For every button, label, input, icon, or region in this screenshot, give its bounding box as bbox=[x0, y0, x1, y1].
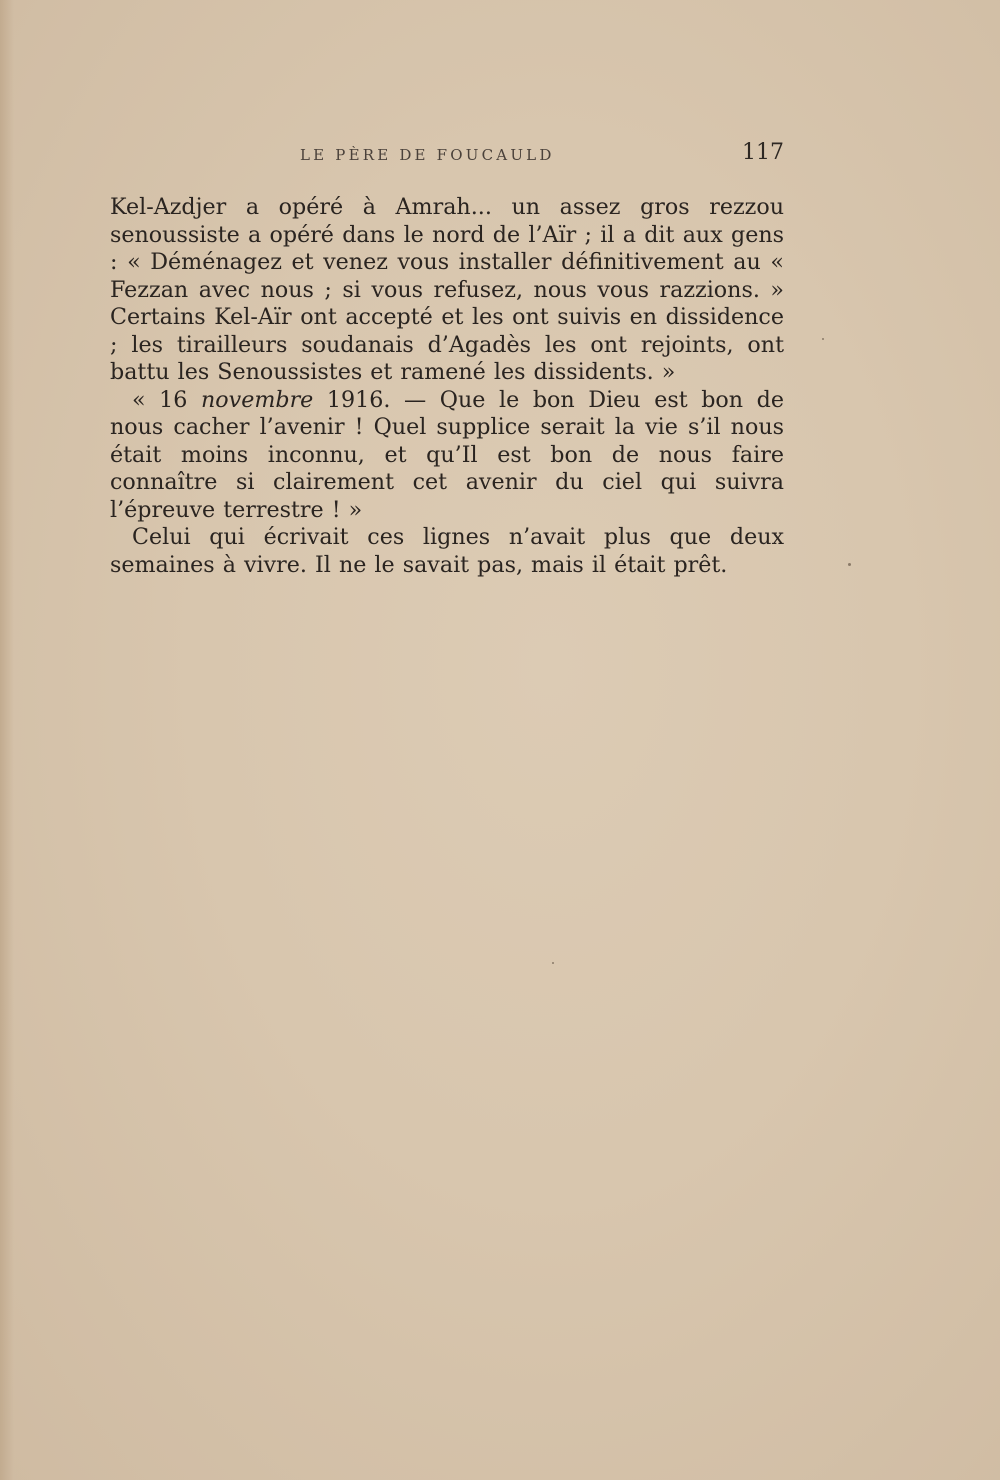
body-text bbox=[110, 194, 784, 579]
paper-speck bbox=[848, 563, 851, 566]
paper-speck bbox=[552, 962, 554, 964]
running-head bbox=[300, 140, 784, 170]
page-edge-shadow bbox=[0, 0, 14, 1480]
paragraph-2-prefix: « 16 bbox=[132, 386, 202, 413]
paragraph-1: Kel-Azdjer a opéré à Amrah... un assez gros rezzou senoussiste a opéré dans le nord de l’Aïr ; il a dit aux gens : « Déménagez et venez vous installer définitivement au « Fezzan avec nous ; si vous refusez, nous vous razzions. » Certains Kel-Aïr ont accepté et les ont suivis en dissidence ; les tirailleurs soudanais d’Agadès les ont rejoints, ont battu les Senoussistes et ramené les dissidents. » bbox=[110, 194, 784, 385]
running-title: LE PÈRE DE FOUCAULD bbox=[300, 146, 555, 164]
paragraph-2-italic: novembre bbox=[201, 386, 314, 413]
page-number: 117 bbox=[742, 140, 784, 165]
paragraph-2-rest: 1916. — Que le bon Dieu est bon de nous cacher l’avenir ! Quel supplice serait la vie s’il nous était moins inconnu, et qu’Il est bon de nous faire connaître si clairement cet avenir du ciel qui suivra l’épreuve terrestre ! » bbox=[110, 386, 784, 523]
paper-speck bbox=[822, 338, 824, 340]
paragraph-2 bbox=[110, 387, 784, 525]
paragraph-3: Celui qui écrivait ces lignes n’avait plus que deux semaines à vivre. Il ne le savait pas, mais il était prêt. bbox=[110, 524, 784, 578]
